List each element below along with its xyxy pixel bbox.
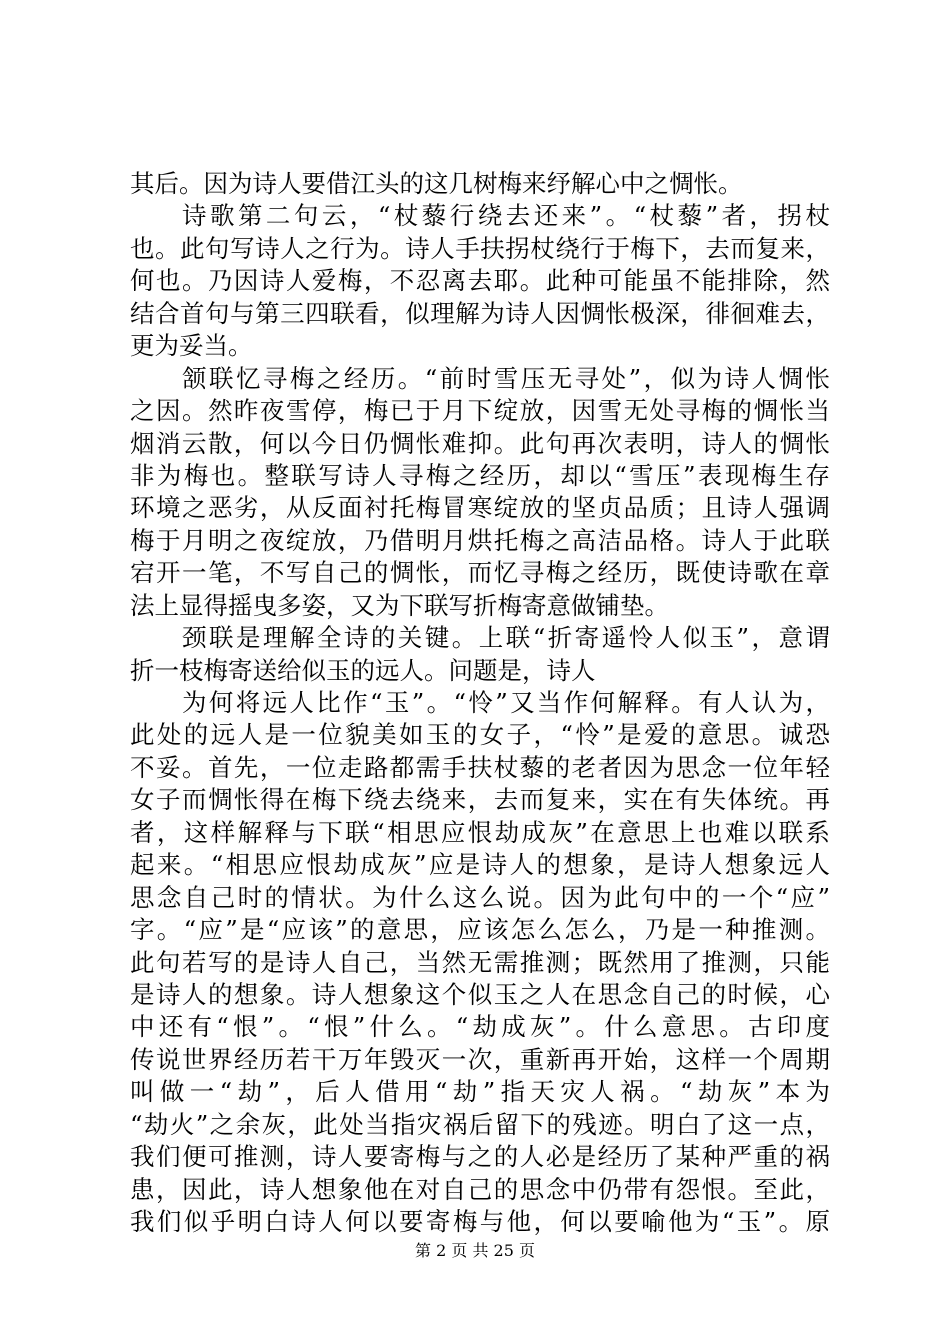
text-line: 梅于月明之夜绽放，乃借明月烘托梅之高洁品格。诗人于此联 [130,525,830,555]
text-line: 是诗人的想象。诗人想象这个似玉之人在思念自己的时候，心 [130,979,830,1009]
text-line: 不妥。首先，一位走路都需手扶杖藜的老者因为思念一位年轻 [130,752,830,782]
text-line: 此处的远人是一位貌美如玉的女子，“怜”是爱的意思。诚恐 [130,720,830,750]
text-line: 者，这样解释与下联“相思应恨劫成灰”在意思上也难以联系 [130,817,830,847]
text-line: “劫火”之余灰，此处当指灾祸后留下的残迹。明白了这一点， [130,1109,830,1139]
text-line: 字。“应”是“应该”的意思，应该怎么怎么，乃是一种推测。 [130,915,830,945]
text-line: 叫做一“劫”，后人借用“劫”指天灾人祸。“劫灰”本为 [130,1077,830,1107]
document-body [130,168,830,1238]
text-line: 我们便可推测，诗人要寄梅与之的人必是经历了某种严重的祸 [130,1142,830,1172]
text-line: 起来。“相思应恨劫成灰”应是诗人的想象，是诗人想象远人 [130,850,830,880]
text-line: 思念自己时的情状。为什么这么说。因为此句中的一个“应” [130,882,830,912]
text-line: 其后。因为诗人要借江头的这几树梅来纾解心中之惆怅。 [130,169,743,198]
text-line: 法上显得摇曳多姿，又为下联写折梅寄意做铺垫。 [130,590,669,620]
text-line: 为何将远人比作“玉”。“怜”又当作何解释。有人认为， [182,688,830,717]
text-line: 宕开一笔，不写自己的惆怅，而忆寻梅之经历，既使诗歌在章 [130,558,830,588]
text-line: 颔联忆寻梅之经历。“前时雪压无寻处”，似为诗人惆怅 [182,363,830,393]
page-footer: 第 2 页 共 25 页 [415,1241,535,1260]
text-line: 传说世界经历若干万年毁灭一次，重新再开始，这样一个周期 [130,1044,830,1074]
text-line: 女子而惆怅得在梅下绕去绕来，去而复来，实在有失体统。再 [130,785,830,815]
text-line: 烟消云散，何以今日仍惆怅难抑。此句再次表明，诗人的惆怅 [130,428,830,458]
text-line: 我们似乎明白诗人何以要寄梅与他，何以要喻他为“玉”。原 [130,1207,830,1236]
text-line: 患，因此，诗人想象他在对自己的思念中仍带有怨恨。至此， [130,1174,830,1204]
text-line: 颈联是理解全诗的关键。上联“折寄遥怜人似玉”，意谓 [182,623,830,653]
text-line: 之因。然昨夜雪停，梅已于月下绽放，因雪无处寻梅的惆怅当 [130,396,830,426]
text-line: 此句若写的是诗人自己，当然无需推测；既然用了推测，只能 [130,947,830,977]
text-line: 更为妥当。 [130,331,253,361]
text-line: 中还有“恨”。“恨”什么。“劫成灰”。什么意思。古印度 [130,1012,830,1042]
text-line: 非为梅也。整联写诗人寻梅之经历，却以“雪压”表现梅生存 [130,460,830,490]
text-line: 折一枝梅寄送给似玉的远人。问题是，诗人 [130,655,596,685]
text-line: 诗歌第二句云，“杖藜行绕去还来”。“杖藜”者，拐杖 [182,201,830,231]
text-line: 也。此句写诗人之行为。诗人手扶拐杖绕行于梅下，去而复来， [130,233,830,263]
text-line: 结合首句与第三四联看，似理解为诗人因惆怅极深，徘徊难去， [130,298,830,328]
text-line: 何也。乃因诗人爱梅，不忍离去耶。此种可能虽不能排除，然 [130,266,830,296]
text-line: 环境之恶劣，从反面衬托梅冒寒绽放的坚贞品质；且诗人强调 [130,493,830,523]
